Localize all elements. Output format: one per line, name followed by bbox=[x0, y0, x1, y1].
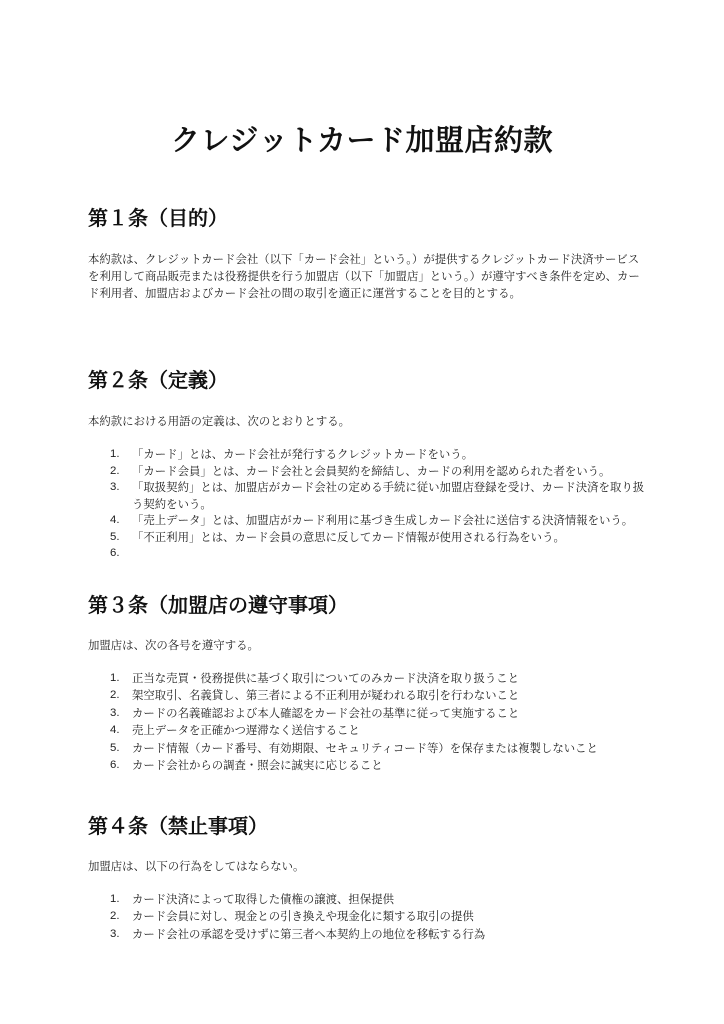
article-body: 本約款は、クレジットカード会社（以下「カード会社」という。）が提供するクレジットカード決済サービスを利用して商品販売または役務提供を行う加盟店（以下「加盟店」という。）が遵守すべき条件を定め、カード利用者、加盟店およびカード会社の間の取引を適正に運営することを目的とする。 bbox=[88, 252, 640, 300]
list-item bbox=[88, 687, 648, 704]
article-4-prohibited-acts bbox=[88, 813, 648, 943]
article-body: 本約款における用語の定義は、次のとおりとする。 bbox=[88, 414, 350, 428]
list-text: 「カード会員」とは、カード会社と会員契約を締結し、カードの利用を認められた者をいう。 bbox=[132, 463, 611, 478]
list-number: 1. bbox=[110, 672, 120, 684]
list-number: 4. bbox=[110, 514, 120, 526]
list-text: 「カード」とは、カード会社が発行するクレジットカードをいう。 bbox=[132, 447, 474, 461]
list-text: カード会員に対し、現金との引き換えや現金化に類する取引の提供 bbox=[132, 909, 474, 924]
list-number: 3. bbox=[110, 706, 120, 719]
article-body: 加盟店は、次の各号を遵守する。 bbox=[88, 638, 259, 652]
list-item bbox=[88, 529, 648, 546]
list-item bbox=[88, 891, 648, 908]
list-text: 「売上データ」とは、加盟店がカード利用に基づき生成しカード会社に送信する決済情報をいう。 bbox=[132, 513, 634, 527]
list-item bbox=[88, 479, 648, 512]
list-number: 2. bbox=[110, 464, 120, 477]
list-item bbox=[88, 463, 648, 480]
list-text: 架空取引、名義貸し、第三者による不正利用が疑われる取引を行わないこと bbox=[132, 688, 520, 703]
list-number: 6. bbox=[110, 547, 120, 559]
list-number: 5. bbox=[110, 741, 120, 754]
list-text: カード決済によって取得した債権の譲渡、担保提供 bbox=[132, 892, 394, 906]
list-text: 「不正利用」とは、カード会員の意思に反してカード情報が使用される行為をいう。 bbox=[132, 529, 565, 544]
list-number: 2. bbox=[110, 689, 120, 702]
list-text: 「取扱契約」とは、加盟店がカード会社の定める手続に従い加盟店登録を受け、カード決済を取り扱う契約をいう。 bbox=[132, 480, 645, 511]
definitions-list bbox=[88, 446, 648, 562]
list-text: カード会社からの調査・照会に誠実に応じること bbox=[132, 758, 383, 773]
article-heading: 第２条（定義） bbox=[88, 368, 228, 392]
list-item bbox=[88, 926, 648, 943]
article-body: 加盟店は、以下の行為をしてはならない。 bbox=[88, 859, 305, 873]
list-text: 正当な売買・役務提供に基づく取引についてのみカード決済を取り扱うこと bbox=[132, 671, 520, 685]
list-text: カード会社の承認を受けずに第三者へ本契約上の地位を移転する行為 bbox=[132, 926, 486, 941]
list-item bbox=[88, 757, 648, 774]
list-item bbox=[88, 722, 648, 739]
article-2-definitions bbox=[88, 367, 648, 562]
list-number: 2. bbox=[110, 910, 120, 923]
article-heading: 第３条（加盟店の遵守事項） bbox=[88, 593, 348, 617]
list-item bbox=[88, 446, 648, 463]
list-number: 3. bbox=[110, 481, 120, 493]
list-item bbox=[88, 740, 648, 757]
list-text bbox=[132, 546, 136, 560]
article-heading: 第４条（禁止事項） bbox=[88, 814, 268, 838]
article-heading: 第１条（目的） bbox=[88, 206, 228, 230]
article-3-merchant-obligations bbox=[88, 592, 648, 774]
list-number: 4. bbox=[110, 724, 120, 737]
list-number: 6. bbox=[110, 759, 120, 772]
list-item bbox=[88, 545, 648, 562]
document-title: クレジットカード加盟店約款 bbox=[171, 123, 553, 157]
list-item bbox=[88, 512, 648, 529]
list-number: 1. bbox=[110, 448, 120, 460]
list-item bbox=[88, 670, 648, 687]
list-text: カード情報（カード番号、有効期限、セキュリティコード等）を保存または複製しないこと bbox=[132, 740, 598, 755]
list-number: 5. bbox=[110, 530, 120, 543]
list-number: 1. bbox=[110, 893, 120, 905]
list-text: 売上データを正確かつ遅滞なく送信すること bbox=[132, 723, 360, 738]
article-1-purpose bbox=[88, 205, 648, 302]
obligations-list bbox=[88, 670, 648, 774]
list-item bbox=[88, 908, 648, 925]
list-item bbox=[88, 705, 648, 722]
list-number: 3. bbox=[110, 927, 120, 940]
list-text: カードの名義確認および本人確認をカード会社の基準に従って実施すること bbox=[132, 705, 520, 720]
prohibitions-list bbox=[88, 891, 648, 943]
